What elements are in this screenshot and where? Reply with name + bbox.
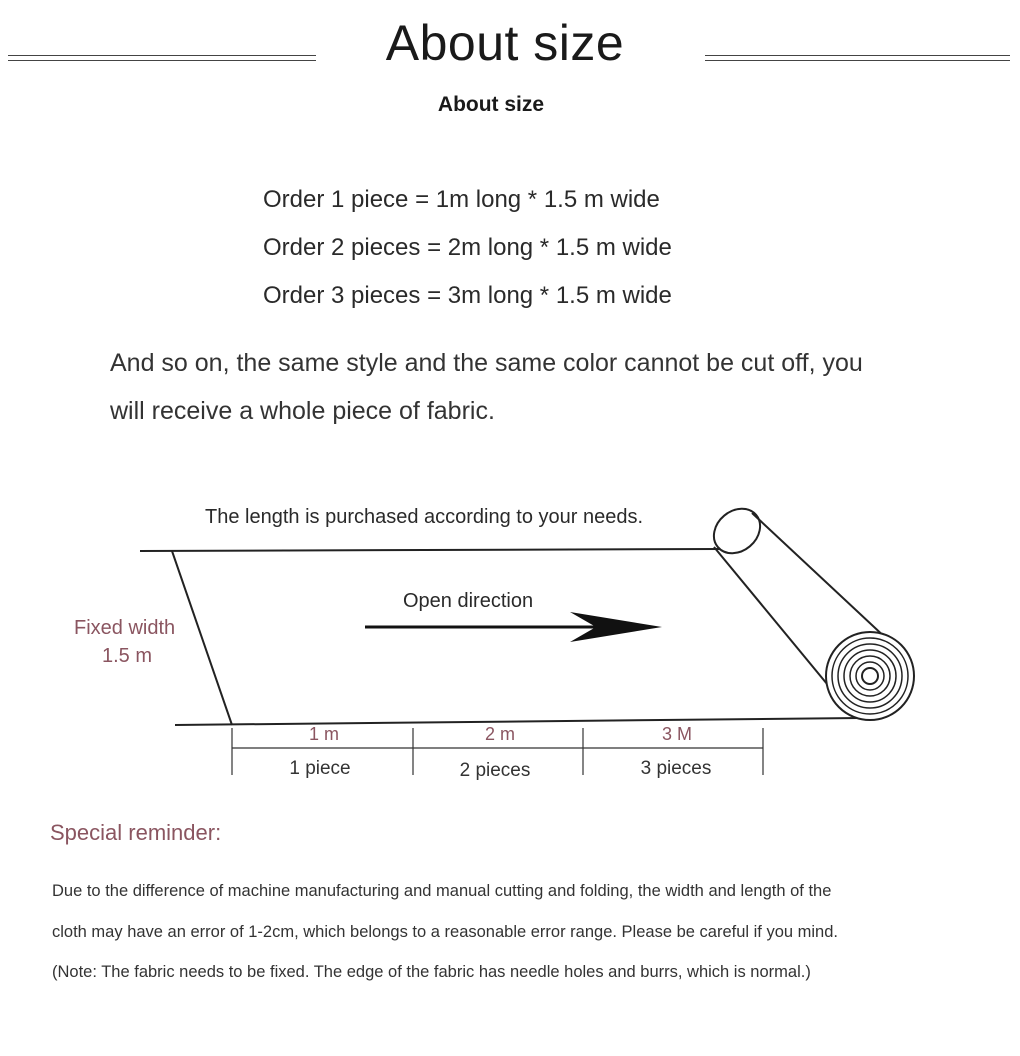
- roll-body-lower-side: [714, 547, 832, 690]
- page-subtitle: About size: [437, 93, 545, 116]
- reminder-line-3: (Note: The fabric needs to be fixed. The edge of the fabric has needle holes and burrs, which is normal.): [52, 963, 811, 981]
- segment-2-label: 2 pieces: [459, 760, 531, 781]
- segment-3-unit: 3 M: [661, 724, 692, 744]
- diagram-caption: The length is purchased according to your needs.: [205, 506, 644, 528]
- reminder-line-2: cloth may have an error of 1-2cm, which belongs to a reasonable error range. Please be careful if you mind.: [52, 923, 838, 941]
- fixed-width-value: 1.5 m: [102, 645, 153, 667]
- open-direction-arrow-icon: [365, 612, 662, 642]
- open-direction-label: Open direction: [403, 590, 534, 612]
- order-line-1: Order 1 piece = 1m long * 1.5 m wide: [263, 186, 660, 213]
- segment-3-label: 3 pieces: [640, 758, 712, 779]
- fabric-cut-note-line-2: will receive a whole piece of fabric.: [110, 397, 495, 425]
- order-line-2: Order 2 pieces = 2m long * 1.5 m wide: [263, 234, 672, 261]
- reminder-line-1: Due to the difference of machine manufacturing and manual cutting and folding, the width and length of the: [52, 882, 832, 900]
- order-line-3: Order 3 pieces = 3m long * 1.5 m wide: [263, 282, 672, 309]
- roll-end-spiral: [826, 632, 914, 720]
- page-title: About size: [385, 15, 625, 71]
- fixed-width-label: Fixed width: [74, 617, 176, 639]
- roll-body-upper-side: [752, 513, 888, 640]
- fabric-cut-note-line-1: And so on, the same style and the same color cannot be cut off, you: [110, 349, 863, 377]
- reminder-title: Special reminder:: [50, 820, 222, 845]
- roll-top-cap: [705, 500, 769, 563]
- segment-1-label: 1 piece: [289, 758, 351, 779]
- fabric-left-edge: [172, 551, 232, 725]
- fabric-top-edge: [140, 549, 720, 551]
- segment-1-unit: 1 m: [308, 724, 339, 744]
- segment-2-unit: 2 m: [484, 724, 515, 744]
